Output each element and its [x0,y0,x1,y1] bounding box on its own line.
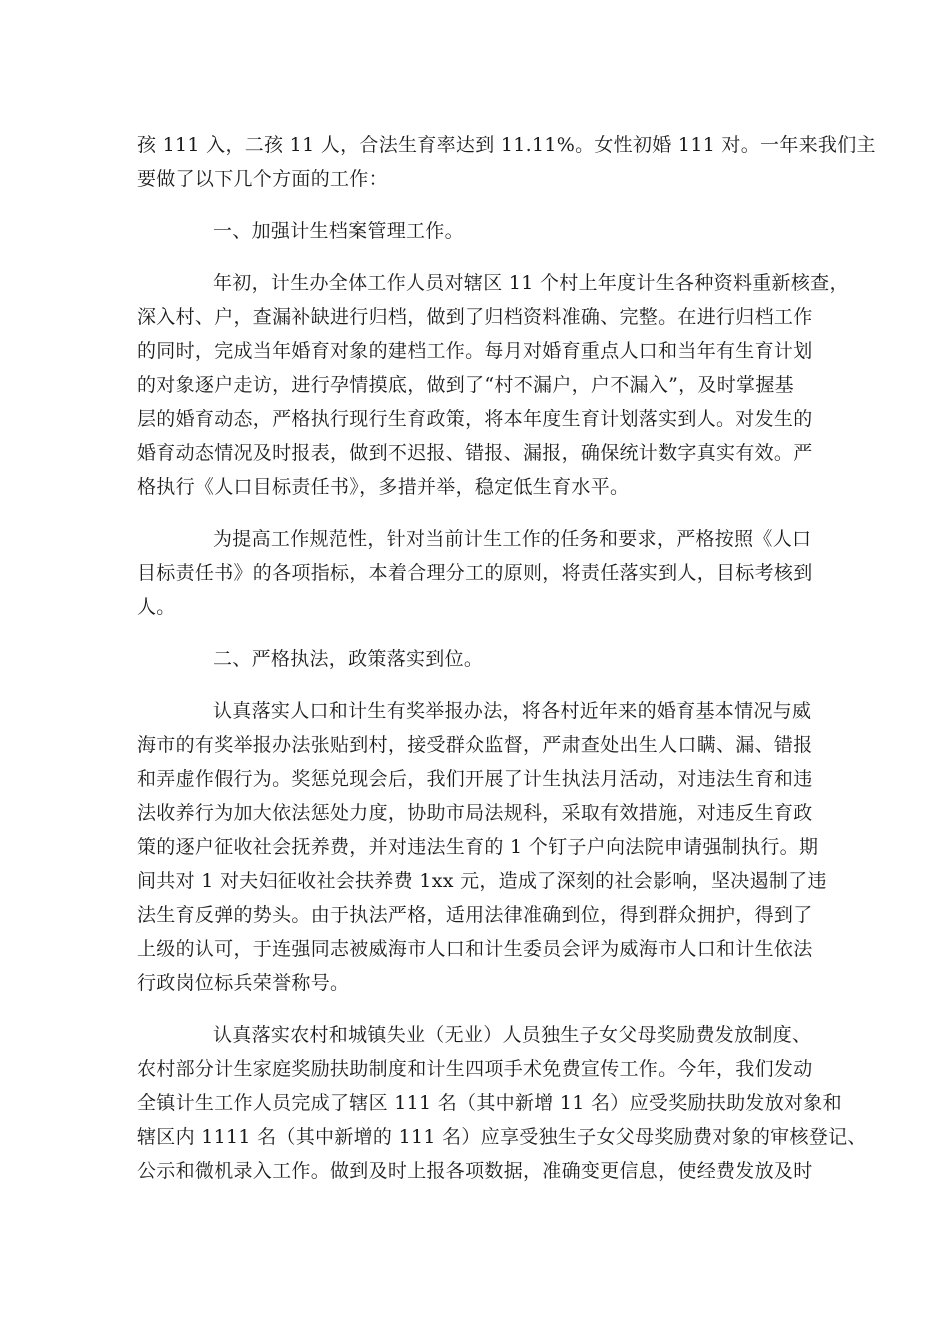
section-heading-enforcement [137,642,817,676]
text-line: 的对象逐户走访，进行孕情摸底，做到了“村不漏户，户不漏入”，及时掌握基 [137,374,794,396]
text-line: 法生育反弹的势头。由于执法严格，适用法律准确到位，得到群众拥护，得到了 [137,904,813,926]
text-line: 海市的有奖举报办法张贴到村，接受群众监督，严肃查处出生人口瞒、漏、错报 [137,734,813,756]
text-line: 公示和微机录入工作。做到及时上报各项数据，准确变更信息，使经费发放及时 [137,1160,813,1182]
text-line: 人。 [137,596,176,618]
text-line: 策的逐户征收社会抚养费，并对违法生育的 1 个钉子户向法院申请强制执行。期 [137,836,819,858]
text-line: 和弄虚作假行为。奖惩兑现会后，我们开展了计生执法月活动，对违法生育和违 [137,768,813,790]
document-page [137,128,876,1206]
text-line: 间共对 1 对夫妇征收社会扶养费 1xx 元，造成了深刻的社会影响，坚决遏制了违 [137,870,827,892]
text-line: 婚育动态情况及时报表，做到不迟报、错报、漏报，确保统计数字真实有效。严 [137,442,813,464]
text-line: 辖区内 1111 名（其中新增的 111 名）应享受独生子女父母奖励费对象的审核登记、 [137,1126,867,1148]
text-line: 层的婚育动态，严格执行现行生育政策，将本年度生育计划落实到人。对发生的 [137,408,813,430]
text-line: 认真落实人口和计生有奖举报办法，将各村近年来的婚育基本情况与威 [213,700,812,722]
paragraph-rewards [137,1018,867,1188]
text-line: 认真落实农村和城镇失业（无业）人员独生子女父母奖励费发放制度、 [213,1024,812,1046]
section-heading-archive [137,214,817,248]
text-line: 行政岗位标兵荣誉称号。 [137,972,350,994]
text-line: 全镇计生工作人员完成了辖区 111 名（其中新增 11 名）应受奖励扶助发放对象和 [137,1092,842,1114]
section-heading: 二、严格执法，政策落实到位。 [213,648,484,670]
paragraph-enforcement [137,694,827,1000]
text-line: 年初，计生办全体工作人员对辖区 11 个村上年度计生各种资料重新核查， [213,272,849,294]
text-line: 深入村、户，查漏补缺进行归档，做到了归档资料准确、完整。在进行归档工作 [137,306,813,328]
text-line: 格执行《人口目标责任书》，多措并举，稳定低生育水平。 [137,476,630,498]
text-line: 孩 111 入，二孩 11 人，合法生育率达到 11.11%。女性初婚 111 对。一年来我们主 [137,134,876,156]
text-line: 的同时，完成当年婚育对象的建档工作。每月对婚育重点人口和当年有生育计划 [137,340,813,362]
text-line: 为提高工作规范性，针对当前计生工作的任务和要求，严格按照《人口 [213,528,812,550]
text-line: 法收养行为加大依法惩处力度，协助市局法规科，采取有效措施，对违反生育政 [137,802,813,824]
text-line: 上级的认可，于连强同志被威海市人口和计生委员会评为威海市人口和计生依法 [137,938,813,960]
section-heading: 一、加强计生档案管理工作。 [213,220,464,242]
paragraph-archive-work [137,266,849,504]
paragraph-intro-continued [137,128,876,196]
text-line: 农村部分计生家庭奖励扶助制度和计生四项手术免费宣传工作。今年，我们发动 [137,1058,813,1080]
text-line: 目标责任书》的各项指标，本着合理分工的原则，将责任落实到人，目标考核到 [137,562,813,584]
paragraph-standardization [137,522,817,624]
text-line: 要做了以下几个方面的工作： [137,168,388,190]
